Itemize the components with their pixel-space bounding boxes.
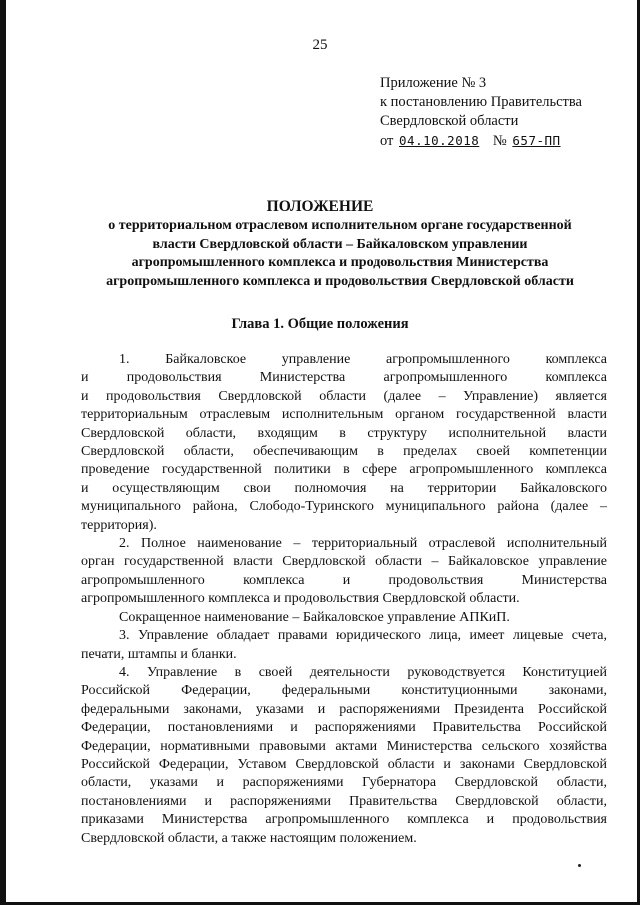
paragraph-3 xyxy=(81,627,607,664)
text-line: Свердловской области, а также настоящим положением. xyxy=(81,830,417,846)
text-line: области, указами и распоряжениями Губернатора Свердловской области, xyxy=(81,775,607,791)
text-line: Федерации, постановлениями и распоряжениями Правительства Российской xyxy=(81,720,607,736)
text-line: постановлениями и распоряжениями Правительства Свердловской области, xyxy=(81,793,607,809)
text-line: 1. Байкаловское управление агропромышленного комплекса xyxy=(119,352,607,367)
text-line: Российской Федерации, Уставом Свердловской области и законами Свердловской xyxy=(81,756,607,772)
text-line: и продовольствия Министерства агропромышленного комплекса xyxy=(81,370,607,386)
text-line: и осуществляющим свои полномочия на территории Байкаловского xyxy=(81,480,607,496)
chapter-heading: Глава 1. Общие положения xyxy=(231,316,409,332)
text-line: 3. Управление обладает правами юридического лица, имеет лицевые счета, xyxy=(119,628,607,644)
text-line: 4. Управление в своей деятельности руководствуется Конституцией xyxy=(119,664,607,680)
text-line: территория). xyxy=(81,517,157,533)
paragraph-short-name xyxy=(81,609,607,627)
text-line: проведение государственной политики в сфере агропромышленного комплекса xyxy=(81,462,607,478)
text-line: Свердловской области, обеспечивающим в пределах своей компетенции xyxy=(81,444,607,460)
annex-ref-prefix: от xyxy=(380,133,394,149)
text-line: печати, штампы и бланки. xyxy=(81,646,237,662)
text-line: орган государственной власти Свердловской области – Байкаловское управление xyxy=(81,554,607,570)
document-body xyxy=(81,351,607,848)
subtitle-line: власти Свердловской области – Байкаловском управлении xyxy=(152,236,528,252)
text-line: Сокращенное наименование – Байкаловское управление АПКиП. xyxy=(119,609,510,625)
annex-block xyxy=(380,74,630,151)
paragraph-2 xyxy=(81,535,607,609)
annex-reference xyxy=(380,131,630,151)
text-line: агропромышленного комплекса и продовольствия Министерства xyxy=(81,572,607,588)
document-title: ПОЛОЖЕНИЕ xyxy=(266,198,374,215)
document-subtitle xyxy=(70,217,610,291)
text-line: агропромышленного комплекса и продовольствия Свердловской области. xyxy=(81,591,520,607)
text-line: Российской Федерации, федеральными конституционными законами, xyxy=(81,683,607,699)
text-line: муниципального района, Слободо-Туринского муниципального района (далее – xyxy=(81,499,607,515)
annex-number-prefix: № xyxy=(492,133,507,149)
paragraph-1 xyxy=(81,351,607,535)
annex-number: 657-ПП xyxy=(512,133,561,148)
scan-edge-left xyxy=(0,0,6,905)
text-line: территориальным отраслевым исполнительным органом государственной власти xyxy=(81,407,607,423)
paragraph-4 xyxy=(81,664,607,848)
annex-date: 04.10.2018 xyxy=(399,133,480,148)
scan-speck xyxy=(578,864,581,867)
text-line: федеральными законами, указами и распоряжениями Президента Российской xyxy=(81,701,607,717)
text-line: 2. Полное наименование – территориальный отраслевой исполнительный xyxy=(119,536,607,552)
subtitle-line: агропромышленного комплекса и продовольствия Свердловской области xyxy=(106,273,574,289)
subtitle-line: о территориальном отраслевом исполнительном органе государственной xyxy=(108,218,572,233)
text-line: приказами Министерства агропромышленного комплекса и продовольствия xyxy=(81,812,607,828)
page-number: 25 xyxy=(312,37,328,53)
text-line: и продовольствия Свердловской области (далее – Управление) является xyxy=(81,388,607,404)
text-line: Свердловской области, входящим в структуру исполнительной власти xyxy=(81,425,607,441)
annex-line: Свердловской области xyxy=(380,113,519,129)
annex-line: Приложение № 3 xyxy=(380,75,487,91)
text-line: Федерации, нормативными правовыми актами Министерства сельского хозяйства xyxy=(81,738,607,754)
annex-line: к постановлению Правительства xyxy=(380,94,582,110)
subtitle-line: агропромышленного комплекса и продовольствия Министерства xyxy=(131,255,549,270)
